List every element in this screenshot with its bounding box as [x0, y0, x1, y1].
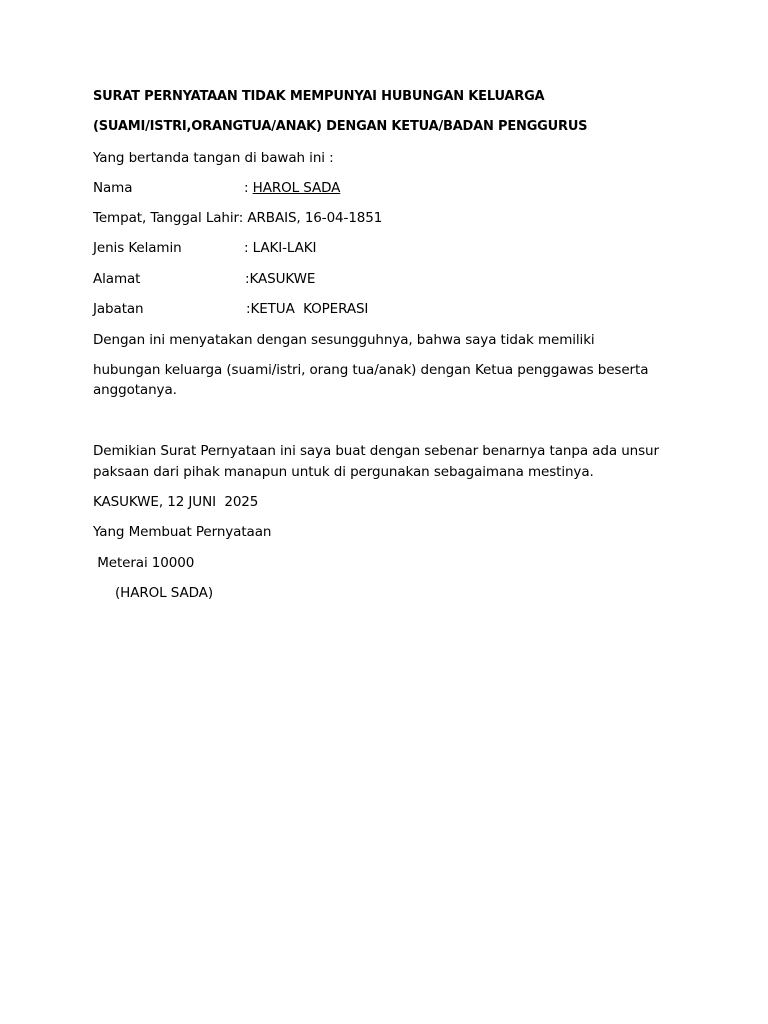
closing-line-2: paksaan dari pihak manapun untuk di pergunakan sebagaimana mestinya. — [93, 464, 594, 480]
field-alamat-separator: : — [245, 271, 250, 287]
field-nama-value: HAROL SADA — [252, 180, 341, 196]
field-alamat-label: Alamat — [93, 271, 141, 287]
field-jabatan-value: KETUA KOPERASI — [250, 301, 369, 317]
signer-label: Yang Membuat Pernyataan — [93, 524, 272, 540]
intro-text: Yang bertanda tangan di bawah ini : — [93, 150, 334, 166]
statement-line-1: Dengan ini menyatakan dengan sesungguhnya, bahwa saya tidak memiliki — [93, 332, 595, 348]
place-date: KASUKWE, 12 JUNI 2025 — [93, 494, 259, 510]
title-line-2: (SUAMI/ISTRI,ORANGTUA/ANAK) DENGAN KETUA/BADAN PENGGURUS — [93, 119, 588, 134]
field-jenis-kelamin — [93, 238, 316, 258]
title-line-1: SURAT PERNYATAAN TIDAK MEMPUNYAI HUBUNGAN KELUARGA — [93, 89, 545, 104]
field-alamat-value: KASUKWE — [249, 271, 316, 287]
signer-name: (HAROL SADA) — [115, 585, 213, 601]
field-ttl: Tempat, Tanggal Lahir: ARBAIS, 16-04-1851 — [93, 210, 383, 226]
field-nama — [93, 178, 340, 198]
statement-line-2: hubungan keluarga (suami/istri, orang tua/anak) dengan Ketua penggawas beserta — [93, 362, 649, 378]
statement-line-3: anggotanya. — [93, 382, 177, 398]
closing-line-1: Demikian Surat Pernyataan ini saya buat dengan sebenar benarnya tanpa ada unsur — [93, 443, 659, 459]
field-nama-label: Nama — [93, 180, 133, 196]
stamp-label: Meterai 10000 — [93, 555, 195, 571]
field-jenis-kelamin-separator: : — [244, 240, 253, 256]
field-jenis-kelamin-value: LAKI-LAKI — [252, 240, 317, 256]
field-jenis-kelamin-label: Jenis Kelamin — [93, 240, 182, 256]
field-jabatan-separator: : — [246, 301, 251, 317]
field-jabatan — [93, 299, 368, 319]
field-jabatan-label: Jabatan — [93, 301, 144, 317]
field-alamat — [93, 269, 315, 289]
field-nama-separator: : — [244, 180, 253, 196]
